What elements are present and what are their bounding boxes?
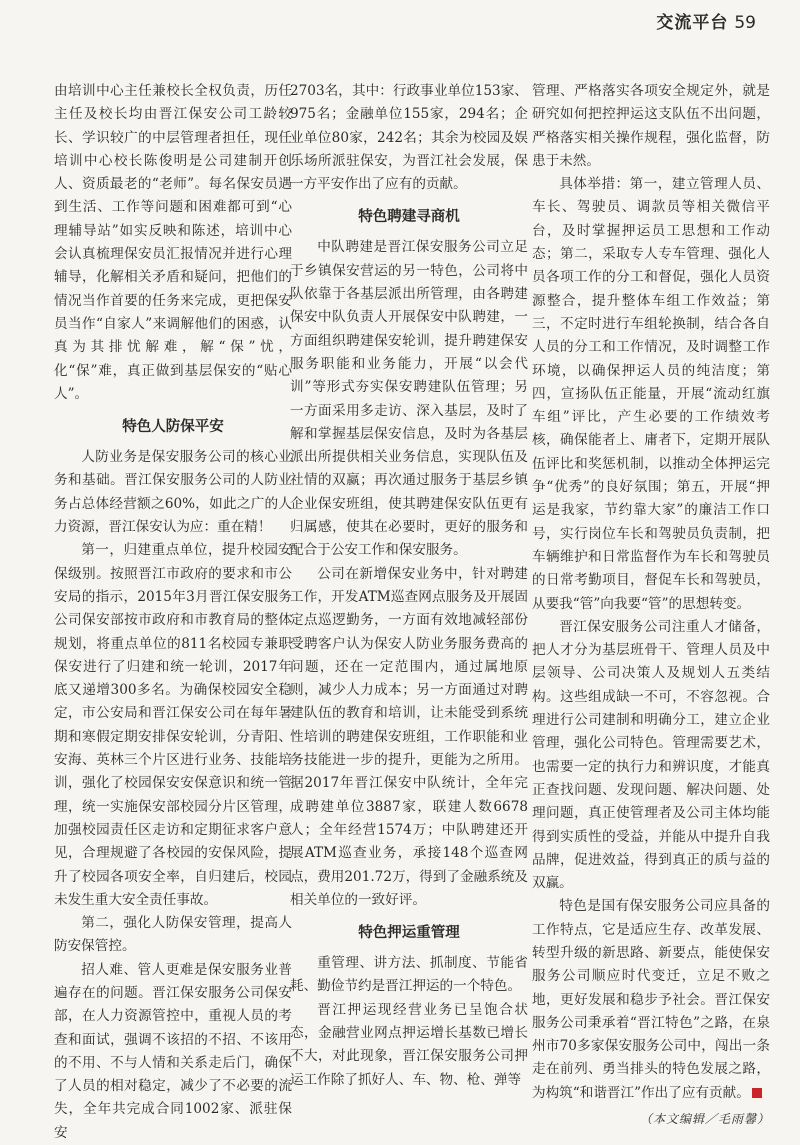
page-number: 59 xyxy=(734,13,756,33)
paragraph: 第二，强化人防保安管理，提高人防安保管控。 xyxy=(54,915,292,955)
paragraph: 第一，归建重点单位，提升校园安保级别。按照晋江市政府的要求和市公安局的指示，2015年3月晋江保安服务公司保安部按市政府和市教育局的整体规划，将重点单位的811名校园专兼职保安进行了归建和统一轮训，2017年底又递增300多名。为确保校园安全稳定，市公安局和晋江保安公司在每年暑期和寒假定期安排保安轮训，分青阳、安海、英林三个片区进行业务、技能培训，强化了校园保安安保意识和统一管理，统一实施保安部校园分片区管理，加强校园责任区走访和定期征求客户意见，合理规避了各校园的安保风险，提升了校园各项安全率，自归建后，校园未发生重大安全责任事故。 xyxy=(54,542,292,908)
paragraph: 人防业务是保安服务公司的核心业务和基础。晋江保安服务公司的人防业务占总体经营额之60%，如此之广的人力资源，晋江保安认为应：重在精！ xyxy=(54,449,292,536)
paragraph: 晋江押运现经营业务已呈饱合状态，金融营业网点押运增长基数已增长不大，对此现象，晋江保安服务公司押运工作除了抓好人、车、物、枪、弹等 xyxy=(290,1001,528,1088)
paragraph: 管理、严格落实各项安全规定外，就是研究如何把控押运这支队伍不出问题，严格落实相关操作规程，强化监督，防患于未然。 xyxy=(532,83,770,169)
paragraph: 由培训中心主任兼校长全权负责，历任主任及校长均由晋江保安公司工龄较长、学识较广的中层管理者担任，现任培训中心校长陈俊明是公司建制开创人、资质最老的“老师”。每名保安员遇到生活、工作等问题和困难都可到“心理辅导站”如实反映和陈述，培训中心会认真梳理保安员汇报情况并进行心理辅导，化解相关矛盾和疑问，把他们的情况当作首要的任务来完成，更把保安员当作“自家人”来调解他们的困惑，认真为其排忧解难，解“保”忧，化“保”难，真正做到基层保安的“贴心人”。 xyxy=(54,83,292,402)
section-title: 交流平台 xyxy=(656,13,729,33)
section-heading: 特色押运重管理 xyxy=(358,925,460,942)
paragraph: 2703名，其中：行政事业单位153家、975名；金融单位155家，294名；企业单位80家，242名；其余为校园及娱乐场所派驻保安，为晋江社会发展，保一方平安作出了应有的贡献。 xyxy=(290,83,528,193)
paragraph: 晋江保安服务公司注重人才储备，把人才分为基层班骨干、管理人员及中层领导、公司决策人及规划人五类结构。这些组成缺一不可，不容忽视。合理进行公司建制和明确分工，建立企业管理，强化公司特色。管理需要艺术，也需要一定的执行力和辨识度，才能真正查找问题、发现问题、解决问题、处理问题，真正使管理者及公司主体均能得到实质性的受益，并能从中提升自我品牌，促进效益，得到真正的质与益的双赢。 xyxy=(532,618,770,892)
paragraph: 具体举措：第一，建立管理人员、车长、驾驶员、调款员等相关微信平台，及时掌握押运员工思想和工作动态；第二，采取专人专车管理、强化人员各项工作的分工和督促，强化人员资源整合，提升整体车组工作效益；第三，不定时进行车组轮换制，结合各自人员的分工和工作情况，及时调整工作环境，以确保押运人员的纯洁度；第四，宣扬队伍正能量，开展“流动红旗车组”评比，产生必要的工作绩效考核，确保能者上、庸者下，定期开展队伍评比和奖惩机制，以推动全体押运完争“优秀”的良好氛围；第五，开展“押运是我家，节约靠大家”的廉洁工作口号，实行岗位车长和驾驶员负责制，把车辆维护和日常监督作为车长和驾驶员的日常考勤项目，督促车长和驾驶员，从要我“管”向我要“管”的思想转变。 xyxy=(532,176,770,612)
page-header xyxy=(656,8,756,33)
section-heading: 特色人防保平安 xyxy=(122,419,224,436)
paragraph: 公司在新增保安业务中，针对聘建工作，开发ATM巡查网点服务及开展固定点巡逻勤务，一方面有效地减轻部份受聘客户认为保安人防业务服务费高的问题，还在一定范围内，通过属地原则，减少人力成本；另一方面通过对聘建队伍的教育和培训，让未能受到系统性培训的聘建保安班组，工作职能和业务技能进一步的提升，更能为之所用。据2017年晋江保安中队统计，全年完成聘建单位3887家，联建人数6678人；全年经营1574万；中队聘建还开展ATM巡查业务，承接148个巡查网点，费用201.72万，得到了金融系统及相关单位的一致好评。 xyxy=(290,565,528,908)
editor-credit: （本文编辑／毛雨馨） xyxy=(639,1112,770,1127)
paragraph: 中队聘建是晋江保安服务公司立足于乡镇保安营运的另一特色，公司将中队依靠于各基层派出所管理，由各聘建保安中队负责人开展保安中队聘建，一方面组织聘建保安轮训，提升聘建保安服务职能和业务能力，开展“以会代训”等形式夯实保安聘建队伍管理；另一方面采用多走访、深入基层，及时了解和掌握基层保安信息，及时为各基层派出所提供相关业务信息，实现队伍及社情的双赢；再次通过服务于基层乡镇企业保安班组，使其聘建保安队伍更有归属感，使其在必要时，更好的服务和配合于公安工作和保安服务。 xyxy=(290,239,528,559)
paragraph: 招人难、管人更难是保安服务业普遍存在的问题。晋江保安服务公司保安部，在人力资源管控中，重视人员的考查和面试，强调不该招的不招、不该用的不用、不与人情和关系走后门，确保了人员的相对稳定，减少了不必要的流失，全年共完成合同1002家、派驻保安 xyxy=(54,961,292,1141)
paragraph: 重管理、讲方法、抓制度、节能省耗、勤俭节约是晋江押运的一个特色。 xyxy=(290,955,528,995)
paragraph xyxy=(532,895,770,1105)
column-2 xyxy=(290,80,528,1092)
section-heading: 特色聘建寻商机 xyxy=(358,209,460,226)
paragraph-text: 特色是国有保安服务公司应具备的工作特点，它是适应生存、改革发展、转型升级的新思路、新要点，能使保安服务公司顺应时代变迁，立足不败之地，更好发展和稳步予社会。晋江保安服务公司秉承着“晋江特色”之路，在泉州市70多家保安服务公司中，闯出一条走在前列、勇当排头的特色发展之路，为构筑“和谐晋江”作出了应有贡献。 xyxy=(532,898,770,1101)
end-mark-icon xyxy=(752,1088,762,1098)
column-3 xyxy=(532,80,770,1131)
column-1 xyxy=(54,80,292,1145)
